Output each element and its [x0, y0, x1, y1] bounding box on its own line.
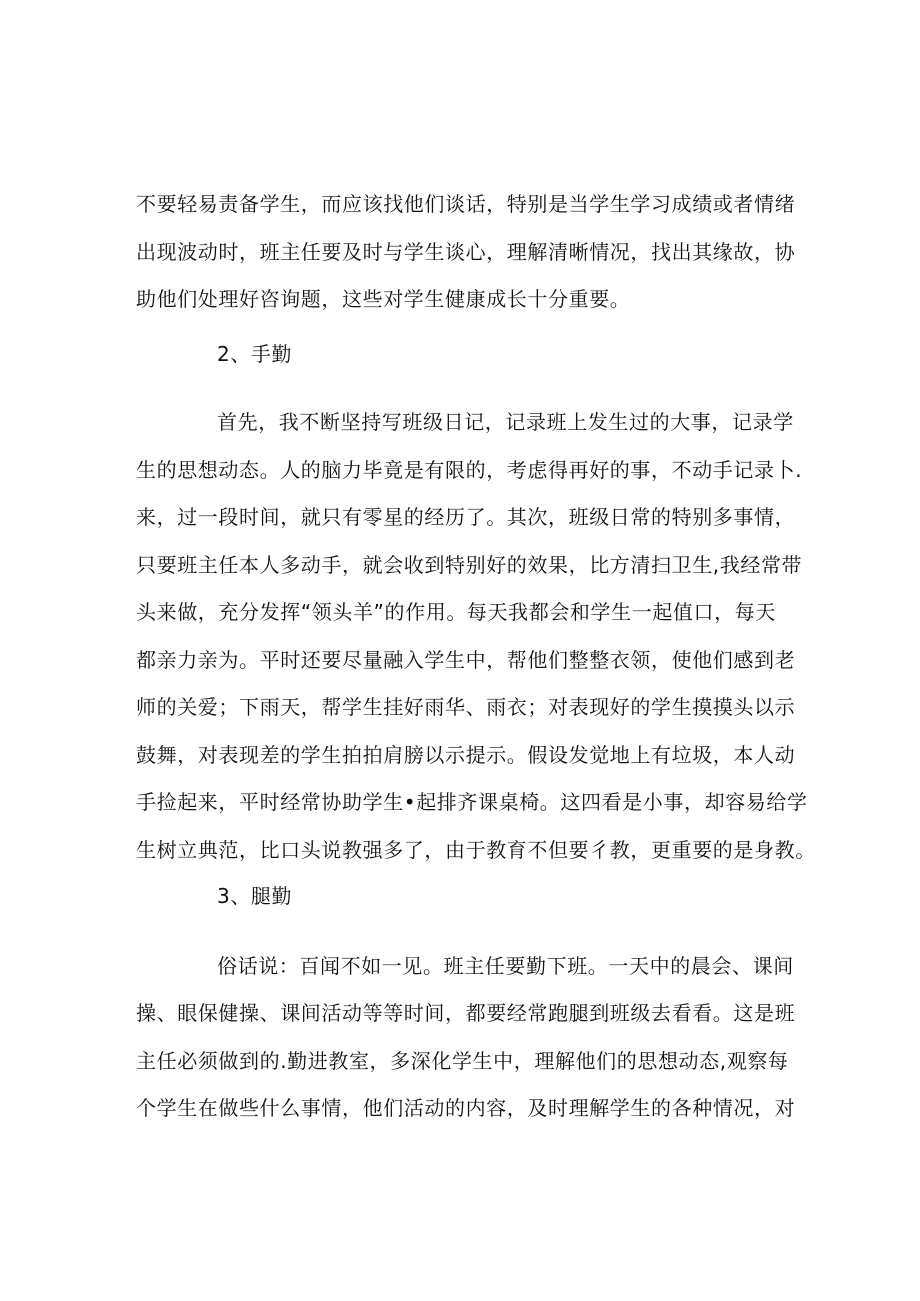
paragraph-3-line-4: 个学生在做些什么事情，他们活动的内容，及时理解学生的各种情况，对: [136, 1096, 796, 1120]
paragraph-2-line-7: 师的关爱；下雨天，帮学生挂好雨华、雨衣；对表现好的学生摸摸头以示: [136, 695, 796, 719]
paragraph-3-line-3: 主任必须做到的.勤进教室，多深化学生中，理解他们的思想动态,观察每: [136, 1049, 789, 1073]
paragraph-1-line-1: 不要轻易责备学生，而应该找他们谈话，特别是当学生学习成绩或者情绪: [136, 192, 796, 216]
paragraph-2-line-9: 手捡起来，平时经常协助学生•起排齐课桌椅。这四看是小事，却容易给学: [136, 790, 808, 814]
paragraph-2-line-3: 来，过一段时间，就只有零星的经历了。其次，班级日常的特别多事情，: [136, 505, 796, 529]
paragraph-2-line-6: 都亲力亲为。平时还要尽量融入学生中，帮他们整整衣领，使他们感到老: [136, 648, 796, 672]
paragraph-1-line-3: 助他们处理好咨询题，这些对学生健康成长十分重要。: [136, 287, 631, 311]
paragraph-2-line-5: 头来做，充分发挥“领头羊”的作用。每天我都会和学生一起值口，每天: [136, 600, 776, 624]
paragraph-2-line-8: 鼓舞，对表现差的学生拍拍肩膀以示提示。假设发觉地上有垃圾，本人动: [136, 743, 796, 767]
paragraph-1-line-2: 出现波动时，班主任要及时与学生谈心，理解清晰情况，找出其缘故，协: [136, 240, 796, 264]
paragraph-2-line-1: 首先，我不断坚持写班级日记，记录班上发生过的大事，记录学: [217, 410, 794, 434]
paragraph-2-line-4: 只要班主任本人多动手，就会收到特别好的效果，比方清扫卫生,我经常带: [136, 553, 803, 577]
paragraph-2-line-10: 生树立典范，比口头说教强多了，由于教育不但要彳教，更重要的是身教。: [136, 838, 816, 862]
section-heading-legs: 3、腿勤: [217, 884, 293, 908]
section-heading-hands: 2、手勤: [217, 342, 293, 366]
paragraph-2-line-2: 生的思想动态。人的脑力毕竟是有限的，考虑得再好的事，不动手记录卜.: [136, 458, 803, 482]
paragraph-3-line-1: 俗话说：百闻不如一见。班主任要勤下班。一天中的晨会、课间: [217, 954, 794, 978]
paragraph-3-line-2: 操、眼保健操、课间活动等等时间，都要经常跑腿到班级去看看。这是班: [136, 1001, 796, 1025]
